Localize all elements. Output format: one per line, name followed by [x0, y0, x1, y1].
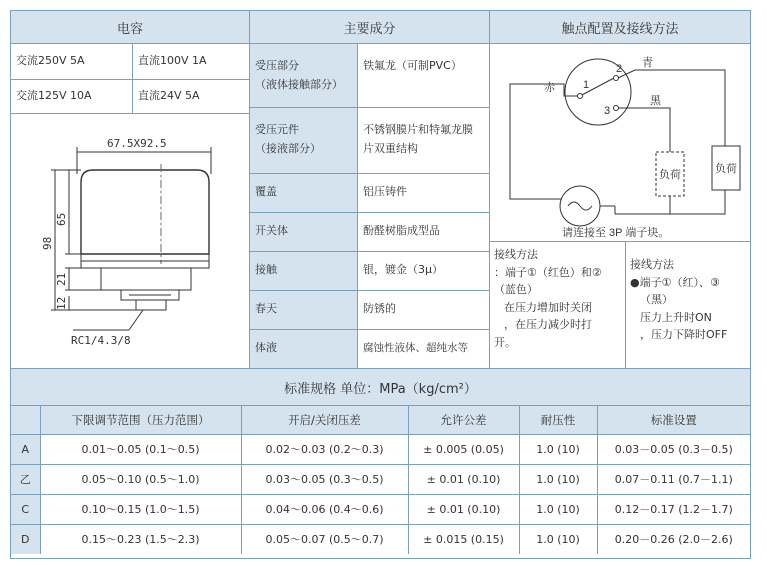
terminal-2: 2	[616, 63, 623, 75]
table-cell: ± 0.01 (0.10)	[408, 494, 519, 524]
capacity-cell: 直流24V 5A	[133, 80, 250, 114]
wiring-caption: 请连接至 3P 端子块。	[562, 227, 670, 239]
composition-label: 体液	[250, 330, 358, 369]
row-label: D	[11, 524, 40, 554]
table-cell: 1.0 (10)	[519, 494, 597, 524]
row-label: C	[11, 494, 40, 524]
composition-value: 铁氟龙（可制PVC）	[358, 44, 490, 108]
composition-label: 开关体	[250, 213, 358, 252]
table-row	[11, 434, 750, 464]
column-header: 标准设置	[597, 406, 750, 434]
table-cell: 0.05～0.07 (0.5～0.7)	[241, 524, 408, 554]
spec-header-row	[11, 406, 750, 434]
dim-98: 98	[41, 236, 54, 250]
composition-value: 不锈钢膜片和特氟龙膜 片双重结构	[358, 108, 490, 174]
table-cell: 1.0 (10)	[519, 524, 597, 554]
spec-sheet	[10, 10, 751, 559]
composition-value: 铝压铸件	[358, 174, 490, 213]
thread-spec: RC1/4.3/8	[71, 334, 131, 347]
width-dimension: 67.5X92.5	[107, 137, 167, 150]
composition-value: 腐蚀性液体、超纯水等	[358, 330, 490, 369]
dimension-drawing	[11, 114, 249, 368]
capacity-header: 电容	[11, 11, 250, 44]
composition-label: 接触	[250, 252, 358, 291]
column-header: 耐压性	[519, 406, 597, 434]
spec-section	[11, 369, 750, 554]
table-cell: ± 0.01 (0.10)	[408, 464, 519, 494]
spec-title: 标准规格 单位：MPa（kg/cm²）	[11, 369, 750, 406]
dim-65: 65	[55, 212, 68, 226]
load-label: 负荷	[715, 163, 737, 175]
composition-value: 防锈的	[358, 291, 490, 330]
table-cell: 0.20－0.26 (2.0－2.6)	[614, 533, 733, 547]
column-header: 开启/关闭压差	[241, 406, 408, 434]
column-header: 下限调节范围（压力范围）	[40, 406, 241, 434]
table-cell: 0.03～0.05 (0.3～0.5)	[241, 464, 408, 494]
red-label: 赤	[544, 82, 555, 94]
composition-label: 受压元件 （接液部分）	[250, 108, 358, 174]
table-row	[11, 524, 750, 554]
table-row	[11, 494, 750, 524]
composition-value: 酚醛树脂成型品	[358, 213, 490, 252]
table-cell: 1.0 (10)	[519, 434, 597, 464]
wiring-method-right: 接线方法 ●端子①（红）、③ （黑） 压力上升时ON ，压力下降时OFF	[626, 242, 750, 369]
table-cell: ± 0.005 (0.05)	[408, 434, 519, 464]
capacity-cell: 交流250V 5A	[11, 44, 133, 80]
table-cell: 0.07－0.11 (0.7－1.1)	[597, 464, 750, 494]
table-cell: 0.02～0.03 (0.2～0.3)	[241, 434, 408, 464]
table-cell: 0.04～0.06 (0.4～0.6)	[241, 494, 408, 524]
table-cell: 0.05～0.10 (0.5～1.0)	[40, 464, 241, 494]
wiring-diagram-cell	[490, 44, 750, 242]
table-cell: 1.0 (10)	[519, 464, 597, 494]
capacity-cell: 直流100V 1A	[133, 44, 250, 80]
composition-label: 受压部分 （液体接触部分）	[250, 44, 358, 108]
blue-label: 青	[642, 57, 653, 69]
table-cell: ± 0.015 (0.15)	[408, 524, 519, 554]
row-label: 乙	[11, 464, 40, 494]
load-label: 负荷	[659, 169, 681, 181]
wiring-diagram	[490, 44, 749, 241]
terminal-1: 1	[583, 79, 590, 91]
wiring-method-left: 接线方法 ：端子①（红色）和② （蓝色） 在压力增加时关闭 ，在压力减少时打 开。	[490, 242, 626, 369]
column-header	[11, 406, 40, 434]
row-label: A	[11, 434, 40, 464]
table-row	[11, 464, 750, 494]
terminal-3: 3	[604, 105, 611, 117]
table-cell: 0.15～0.23 (1.5～2.3)	[40, 524, 241, 554]
table-cell: 0.03－0.05 (0.3－0.5)	[597, 434, 750, 464]
contacts-header: 触点配置及接线方法	[490, 11, 750, 44]
composition-label: 覆盖	[250, 174, 358, 213]
table-cell: 0.10～0.15 (1.0～1.5)	[40, 494, 241, 524]
column-header: 允许公差	[408, 406, 519, 434]
composition-value: 银，镀金（3μ）	[358, 252, 490, 291]
dim-12: 12	[55, 296, 68, 310]
composition-header: 主要成分	[250, 11, 490, 44]
capacity-cell: 交流125V 10A	[11, 80, 133, 114]
black-label: 黑	[650, 95, 661, 107]
table-cell: 0.01～0.05 (0.1～0.5)	[40, 434, 241, 464]
composition-label: 春天	[250, 291, 358, 330]
dim-21: 21	[55, 272, 68, 286]
table-cell: 0.12－0.17 (1.2－1.7)	[597, 494, 750, 524]
spec-table	[11, 406, 750, 554]
dimension-drawing-cell	[11, 114, 250, 369]
